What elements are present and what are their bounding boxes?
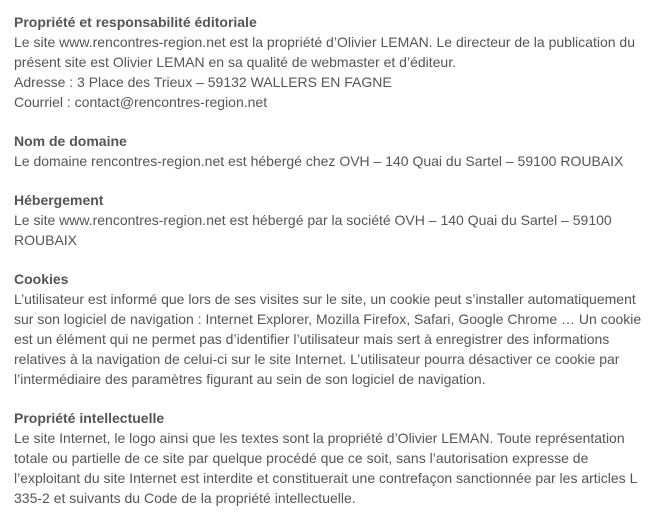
address-text: Adresse : 3 Place des Trieux – 59132 WALLERS EN FAGNE xyxy=(14,74,392,90)
section-body xyxy=(14,428,645,508)
section-hosting xyxy=(14,190,645,250)
section-body xyxy=(14,151,645,171)
section-body xyxy=(14,289,645,389)
section-domain xyxy=(14,131,645,171)
email-text: Courriel : contact@rencontres-region.net xyxy=(14,94,268,110)
section-editorial xyxy=(14,12,645,112)
section-title: Nom de domaine xyxy=(14,133,127,149)
section-body xyxy=(14,32,645,112)
section-text: Le site www.rencontres-region.net est la propriété d’Olivier LEMAN. Le directeur de la publication du présent site est Olivier LEMAN en sa qualité de webmaster et d’éditeur. xyxy=(14,34,635,70)
section-text: Le site www.rencontres-region.net est hébergé par la société OVH – 140 Quai du Sartel – 59100 ROUBAIX xyxy=(14,212,612,248)
section-title: Propriété intellectuelle xyxy=(14,410,165,426)
section-body xyxy=(14,210,645,250)
section-title: Cookies xyxy=(14,271,69,287)
section-cookies xyxy=(14,269,645,389)
section-text: Le domaine rencontres-region.net est hébergé chez OVH – 140 Quai du Sartel – 59100 ROUBAIX xyxy=(14,153,624,169)
section-title: Hébergement xyxy=(14,192,104,208)
section-intellectual-property xyxy=(14,408,645,508)
section-title: Propriété et responsabilité éditoriale xyxy=(14,14,257,30)
section-text: L’utilisateur est informé que lors de ses visites sur le site, un cookie peut s’installer automatiquement sur son logiciel de navigation : Internet Explorer, Mozilla Firefox, Safari, Google Chrome … Un cookie est un élément qui ne permet pas d’identifier l’utilisateur mais sert à enregistrer des informations relatives à la navigation de celui-ci sur le site Internet. L’utilisateur pourra désactiver ce cookie par l’intermédiaire des paramètres figurant au sein de son logiciel de navigation. xyxy=(14,291,642,387)
section-text: Le site Internet, le logo ainsi que les textes sont la propriété d’Olivier LEMAN. Toute représentation totale ou partielle de ce site par quelque procédé que ce soit, sans l’autorisation expresse de l’exploitant du site Internet est interdite et constituerait une contrefaçon sanctionnée par les articles L 335-2 et suivants du Code de la propriété intellectuelle. xyxy=(14,430,637,506)
